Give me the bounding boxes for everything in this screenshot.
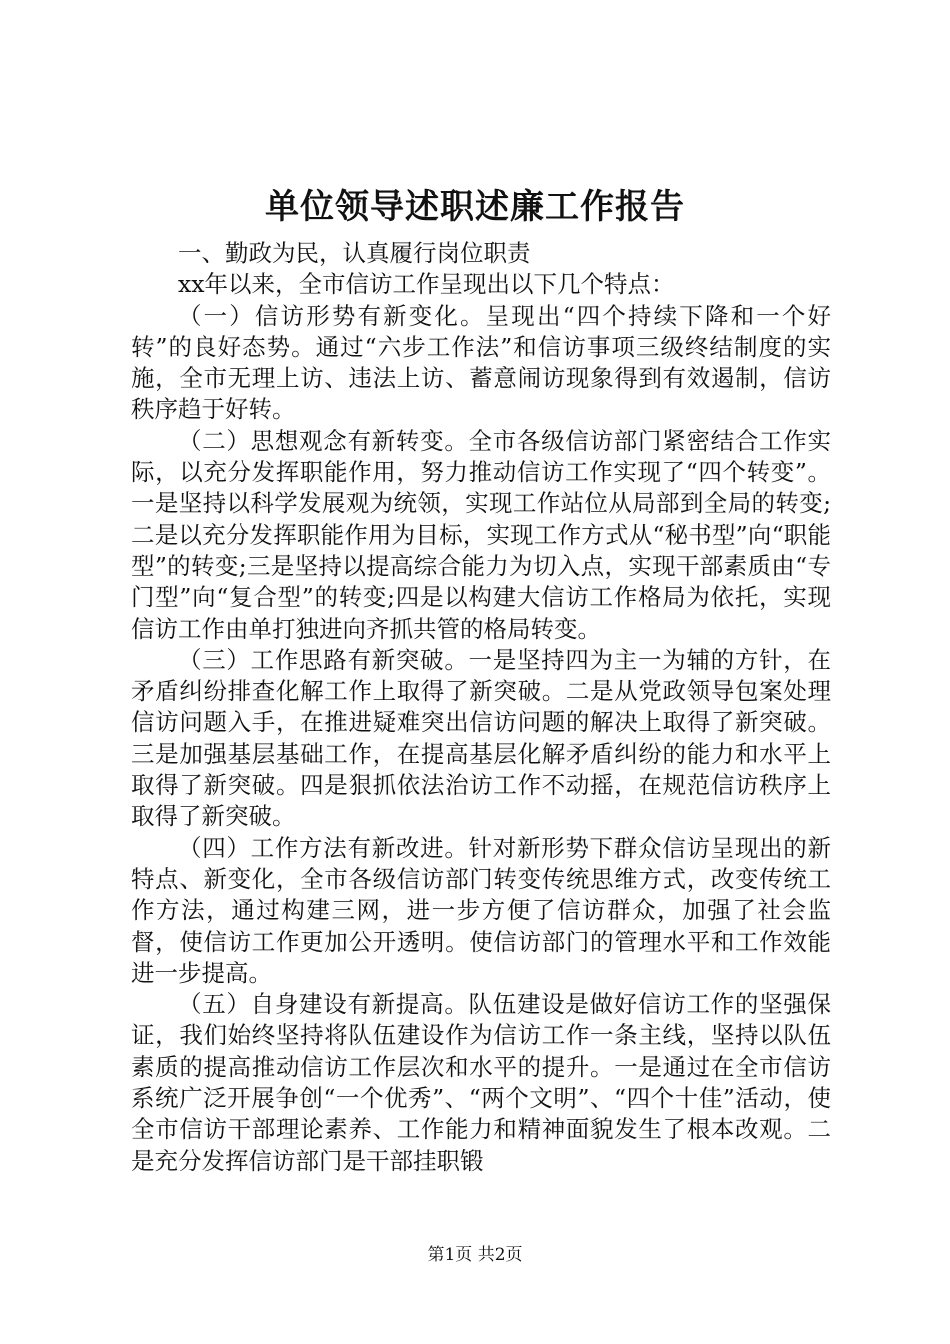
paragraph-4: （四）工作方法有新改进。针对新形势下群众信访呈现出的新特点、新变化，全市各级信访部门转变传统思维方式，改变传统工作方法，通过构建三网，进一步方便了信访群众，加强了社会监督，使信访工作更加公开透明。使信访部门的管理水平和工作效能进一步提高。 xyxy=(131,833,831,987)
paragraph-3: （三）工作思路有新突破。一是坚持四为主一为辅的方针，在矛盾纠纷排查化解工作上取得了新突破。二是从党政领导包案处理信访问题入手，在推进疑难突出信访问题的解决上取得了新突破。三是加强基层基础工作，在提高基层化解矛盾纠纷的能力和水平上取得了新突破。四是狠抓依法治访工作不动摇，在规范信访秩序上取得了新突破。 xyxy=(131,645,831,831)
paragraph-1: （一）信访形势有新变化。呈现出“四个持续下降和一个好转”的良好态势。通过“六步工作法”和信访事项三级终结制度的实施，全市无理上访、违法上访、蓄意闹访现象得到有效遏制，信访秩序趋于好转。 xyxy=(131,301,831,424)
document-title: 单位领导述职述廉工作报告 xyxy=(265,187,685,227)
intro-paragraph: xx年以来，全市信访工作呈现出以下几个特点： xyxy=(178,270,675,299)
paragraph-5: （五）自身建设有新提高。队伍建设是做好信访工作的坚强保证，我们始终坚持将队伍建设作为信访工作一条主线，坚持以队伍素质的提高推动信访工作层次和水平的提升。一是通过在全市信访系统广泛开展争创“一个优秀”、“两个文明”、“四个十佳”活动，使全市信访干部理论素养、工作能力和精神面貌发生了根本改观。二是充分发挥信访部门是干部挂职锻 xyxy=(131,990,831,1175)
page-number: 第1页 共2页 xyxy=(427,1245,523,1265)
section-heading: 一、勤政为民，认真履行岗位职责 xyxy=(178,239,531,267)
paragraph-2: （二）思想观念有新转变。全市各级信访部门紧密结合工作实际，以充分发挥职能作用，努力推动信访工作实现了“四个转变”。一是坚持以科学发展观为统领，实现工作站位从局部到全局的转变;二是以充分发挥职能作用为目标，实现工作方式从“秘书型”向“职能型”的转变;三是坚持以提高综合能力为切入点，实现干部素质由“专门型”向“复合型”的转变;四是以构建大信访工作格局为依托，实现信访工作由单打独进向齐抓共管的格局转变。 xyxy=(131,426,831,643)
document-body xyxy=(131,238,831,1177)
